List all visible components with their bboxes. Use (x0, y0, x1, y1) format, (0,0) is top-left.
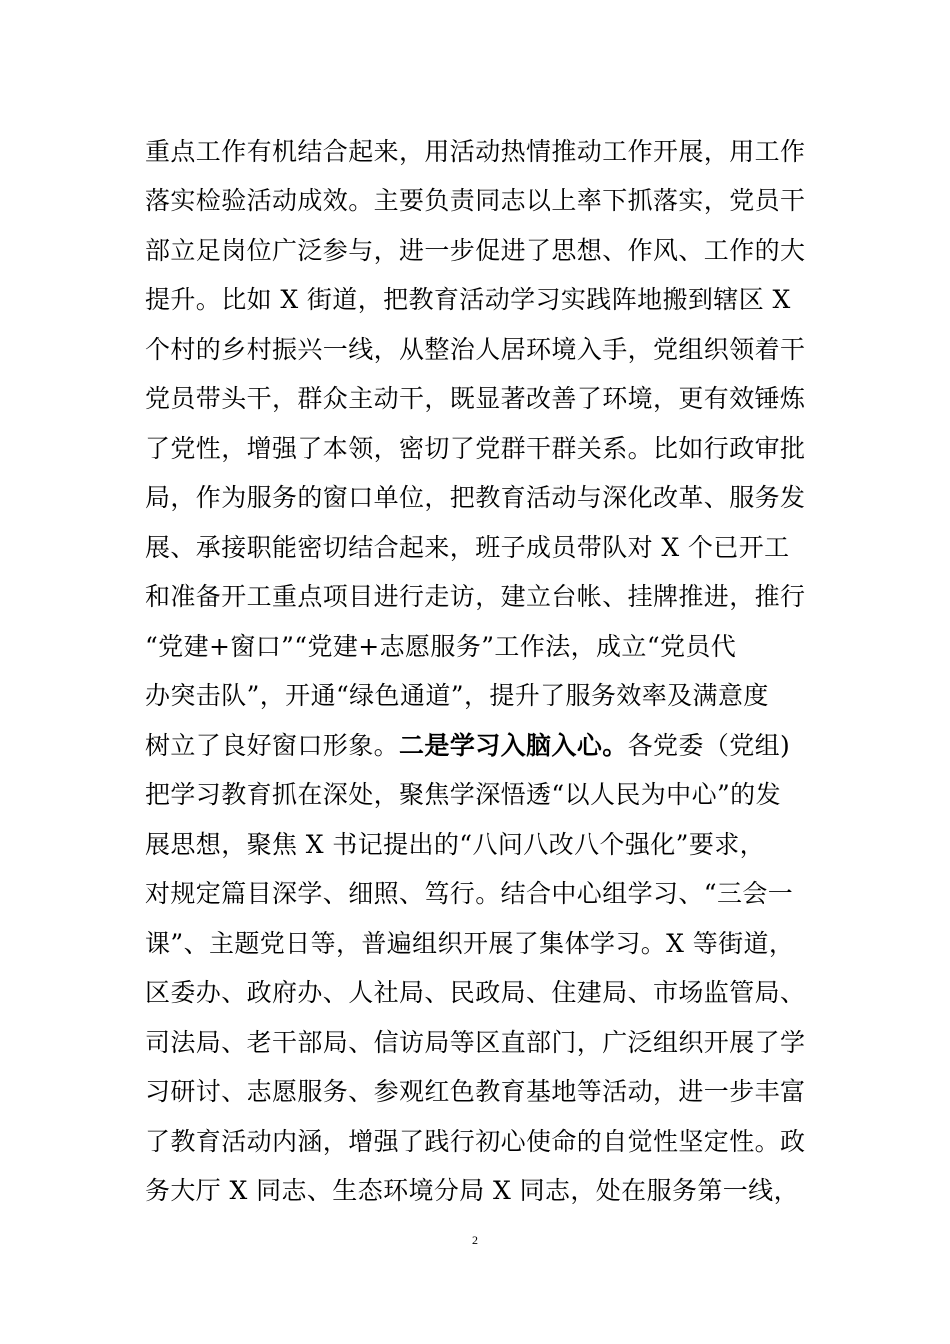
body-text-line: 提升。比如 X 街道，把教育活动学习实践阵地搬到辖区 X (145, 285, 791, 314)
body-text-line: 了教育活动内涵，增强了践行初心使命的自觉性坚定性。政 (145, 1127, 806, 1156)
body-text-line: 对规定篇目深学、细照、笃行。结合中心组学习、“三会一 (145, 879, 794, 908)
body-text-segment: 各党委（党组) (627, 731, 791, 760)
body-text-line: 把学习教育抓在深处，聚焦学深悟透“以人民为中心”的发 (145, 780, 781, 809)
body-text-line: 办突击队”，开通“绿色通道”，提升了服务效率及满意度 (145, 681, 769, 710)
body-text-line: 课”、主题党日等，普遍组织开展了集体学习。X 等街道， (145, 929, 795, 958)
body-text-line: 个村的乡村振兴一线，从整治人居环境入手，党组织领着干 (145, 335, 806, 364)
body-text-line: 部立足岗位广泛参与，进一步促进了思想、作风、工作的大 (145, 236, 806, 265)
body-text-line: 务大厅 X 同志、生态环境分局 X 同志，处在服务第一线， (145, 1176, 799, 1205)
body-text-line: 落实检验活动成效。主要负责同志以上率下抓落实，党员干 (145, 186, 806, 215)
body-text-line: 习研讨、志愿服务、参观红色教育基地等活动，进一步丰富 (145, 1077, 806, 1106)
body-text-line: 和准备开工重点项目进行走访，建立台帐、挂牌推进，推行 (145, 582, 806, 611)
body-text-line: 区委办、政府办、人社局、民政局、住建局、市场监管局、 (145, 978, 806, 1007)
body-text-line: 司法局、老干部局、信访局等区直部门，广泛组织开展了学 (145, 1028, 806, 1057)
body-text-line (145, 731, 790, 761)
body-text-line: 重点工作有机结合起来，用活动热情推动工作开展，用工作 (145, 137, 806, 166)
page-number: 2 (472, 1233, 478, 1247)
body-text-line: 展思想，聚焦 X 书记提出的“八问八改八个强化”要求， (145, 830, 766, 859)
body-text-line: 党员带头干，群众主动干，既显著改善了环境，更有效锤炼 (145, 384, 806, 413)
body-text-line: 了党性，增强了本领，密切了党群干群关系。比如行政审批 (145, 434, 806, 463)
body-text-line: 局，作为服务的窗口单位，把教育活动与深化改革、服务发 (145, 483, 806, 512)
body-text-segment: 树立了良好窗口形象。 (145, 731, 400, 760)
bold-heading-phrase: 二是学习入脑入心。 (399, 731, 628, 760)
body-text-line: “党建+窗口”“党建+志愿服务”工作法，成立“党员代 (145, 632, 737, 661)
body-text-line: 展、承接职能密切结合起来，班子成员带队对 X 个已开工 (145, 533, 790, 562)
